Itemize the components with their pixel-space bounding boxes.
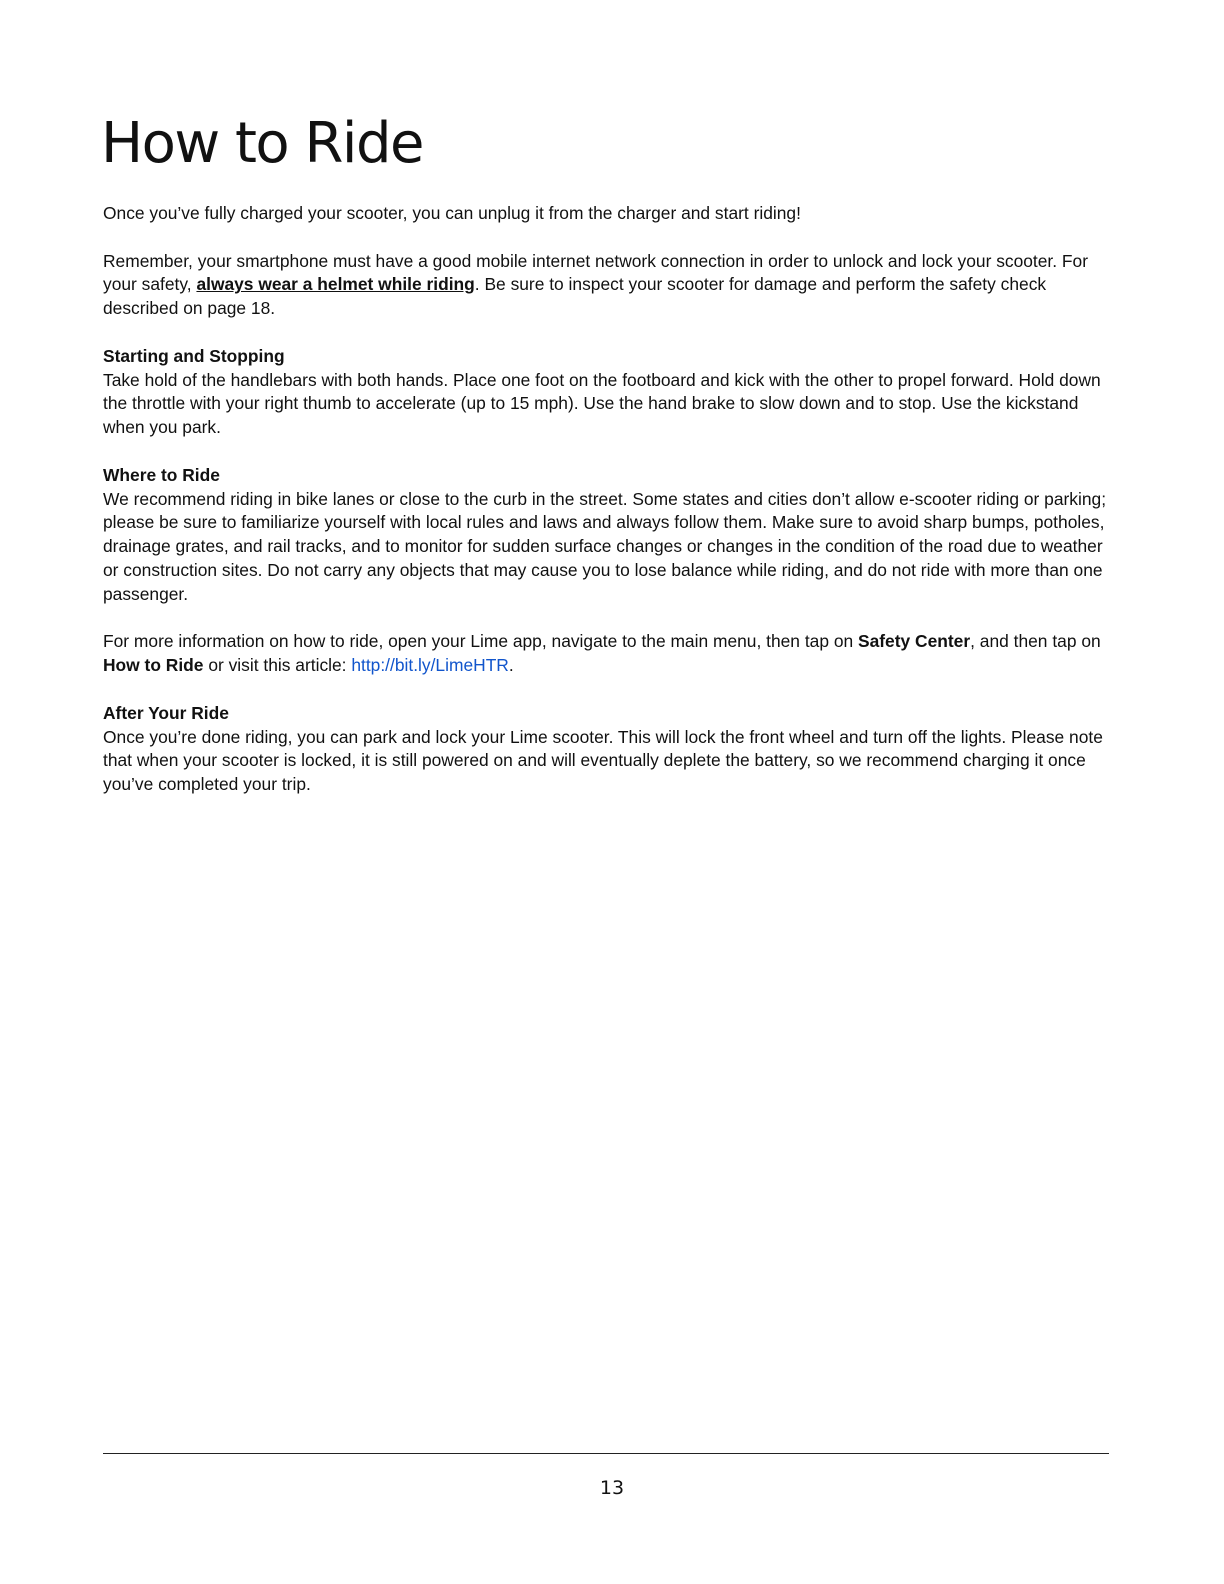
more-info-text-4: .	[508, 655, 514, 676]
after-ride-section	[103, 702, 1113, 797]
page-content	[103, 202, 1113, 797]
where-to-ride-section	[103, 464, 1113, 607]
more-info-text-3: or visit this article:	[203, 655, 352, 676]
starting-stopping-body: Take hold of the handlebars with both hands. Place one foot on the footboard and kick with the other to propel forward. Hold down the throttle with your right thumb to accelerate (up to 15 mph). Use the hand brake to slow down and to stop. Use the kickstand when you park.	[103, 369, 1101, 438]
after-ride-heading: After Your Ride	[103, 702, 229, 723]
footer-divider	[103, 1453, 1109, 1454]
reminder-paragraph	[103, 250, 1113, 321]
helmet-emphasis: always wear a helmet while riding	[196, 274, 475, 295]
intro-text: Once you’ve fully charged your scooter, you can unplug it from the charger and start riding!	[103, 203, 801, 223]
where-to-ride-heading: Where to Ride	[103, 464, 220, 485]
reminder-text-before: Remember, your smartphone must have a good mobile internet network connection in order to unlock and lock your scooter. For your safety,	[103, 250, 1089, 295]
where-to-ride-body: We recommend riding in bike lanes or close to the curb in the street. Some states and cities don’t allow e-scooter riding or parking; please be sure to familiarize yourself with local rules and laws and always follow them. Make sure to avoid sharp bumps, potholes, drainage grates, and rail tracks, and to monitor for sudden surface changes or changes in the condition of the road due to weather or construction sites. Do not carry any objects that may cause you to lose balance while riding, and do not ride with more than one passenger.	[103, 488, 1107, 604]
more-info-paragraph	[103, 630, 1113, 678]
more-info-text-2: , and then tap on	[970, 631, 1101, 652]
how-to-ride-article-link[interactable]: http://bit.ly/LimeHTR	[351, 655, 509, 676]
after-ride-body: Once you’re done riding, you can park and lock your Lime scooter. This will lock the front wheel and turn off the lights. Please note that when your scooter is locked, it is still powered on and will eventually deplete the battery, so we recommend charging it once you’ve completed your trip.	[103, 726, 1103, 795]
reminder-text-after: . Be sure to inspect your scooter for damage and perform the safety check described on page 18.	[103, 274, 1047, 319]
how-to-ride-label: How to Ride	[103, 655, 204, 676]
intro-paragraph	[103, 202, 1113, 226]
more-info-text-1: For more information on how to ride, open your Lime app, navigate to the main menu, then tap on	[103, 631, 858, 652]
starting-stopping-section	[103, 345, 1113, 440]
page-title: How to Ride	[101, 111, 423, 176]
safety-center-label: Safety Center	[858, 631, 971, 652]
page-number: 13	[599, 1477, 625, 1499]
starting-stopping-heading: Starting and Stopping	[103, 345, 285, 366]
